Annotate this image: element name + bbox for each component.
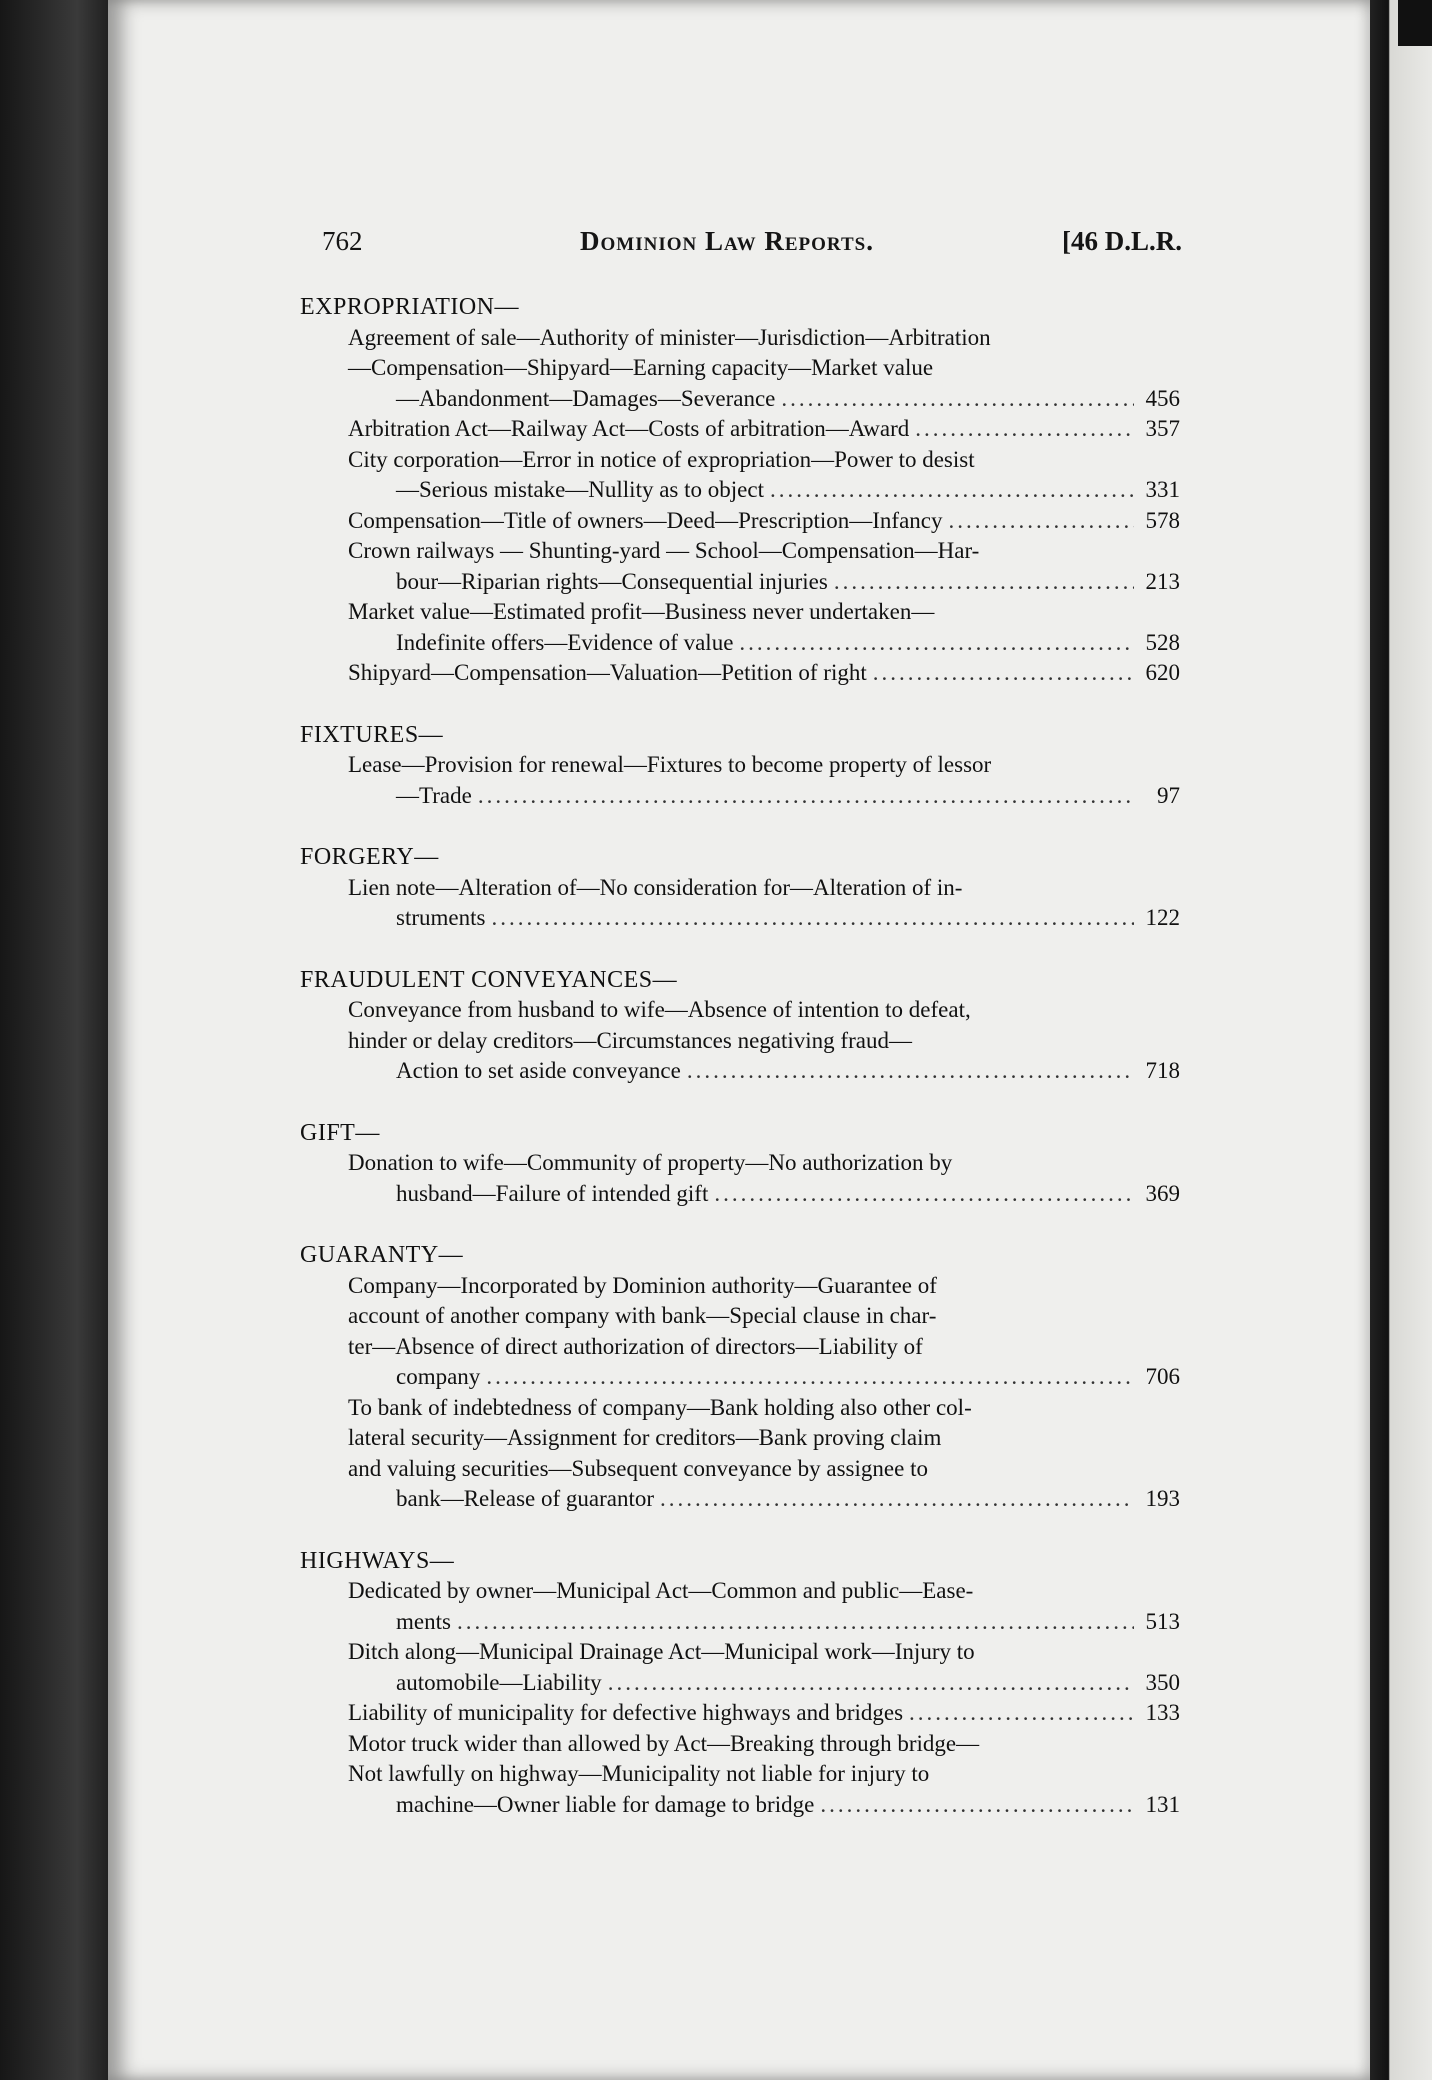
- entry-text: Action to set aside conveyance: [396, 1058, 681, 1083]
- entry-text: —Trade: [396, 782, 472, 808]
- page-reference: 213: [1145, 568, 1180, 594]
- page-reference: 193: [1145, 1486, 1180, 1511]
- index-entry: [300, 1637, 1180, 1698]
- running-title: Dominion Law Reports.: [580, 226, 874, 256]
- entry-line: ter—Absence of direct authorization of directors—Liability of: [348, 1333, 923, 1359]
- index-entry: [300, 445, 1180, 506]
- entry-final-line: [396, 781, 1180, 812]
- entry-text: struments: [396, 905, 486, 930]
- leader-dots: [714, 1179, 1134, 1210]
- index-content: [300, 292, 1180, 1851]
- entry-line: Ditch along—Municipal Drainage Act—Municipal work—Injury to: [348, 1639, 975, 1664]
- entry-final-line: [396, 1362, 1180, 1393]
- entry-text: Indefinite offers—Evidence of value: [396, 629, 734, 655]
- index-entry: [300, 414, 1180, 445]
- running-header: [322, 226, 1182, 262]
- entry-line: —Compensation—Shipyard—Earning capacity—Market value: [348, 355, 934, 380]
- entry-line: Motor truck wider than allowed by Act—Breaking through bridge—: [348, 1730, 980, 1756]
- entry-line: Not lawfully on highway—Municipality not liable for injury to: [348, 1761, 930, 1786]
- entry-text: ments: [396, 1608, 451, 1634]
- entry-final-line: [396, 475, 1180, 506]
- index-entry: [300, 506, 1180, 537]
- entry-final-line: [348, 414, 1180, 445]
- index-entry: [300, 1393, 1180, 1515]
- section-heading: FIXTURES—: [300, 721, 444, 748]
- entry-line: City corporation—Error in notice of expropriation—Power to desist: [348, 446, 975, 472]
- index-entry: [300, 536, 1180, 597]
- entry-line: Company—Incorporated by Dominion authority—Guarantee of: [348, 1272, 937, 1298]
- page-reference: 706: [1145, 1364, 1180, 1389]
- page-reference: 331: [1145, 477, 1180, 502]
- index-entry: [300, 323, 1180, 415]
- index-entry: [300, 658, 1180, 689]
- page-reference: 122: [1145, 905, 1180, 930]
- leader-dots: [739, 628, 1134, 659]
- page-reference: 620: [1145, 660, 1180, 685]
- entry-line: Market value—Estimated profit—Business never undertaken—: [348, 599, 935, 624]
- entry-final-line: [396, 1790, 1180, 1821]
- leader-dots: [491, 903, 1134, 934]
- index-section: [300, 1546, 1180, 1821]
- leader-dots: [909, 1698, 1134, 1729]
- entry-final-line: [396, 1668, 1180, 1699]
- page-reference: 369: [1145, 1180, 1180, 1206]
- index-entry: [300, 1271, 1180, 1393]
- leader-dots: [820, 1790, 1134, 1821]
- entry-final-line: [396, 567, 1180, 598]
- leader-dots: [915, 414, 1134, 445]
- next-page-edge: [1370, 0, 1432, 2080]
- entry-text: machine—Owner liable for damage to bridge: [396, 1791, 815, 1817]
- entry-line: Dedicated by owner—Municipal Act—Common and public—Ease-: [348, 1578, 974, 1603]
- leader-dots: [687, 1056, 1134, 1087]
- index-section: [300, 965, 1180, 1087]
- index-entry: [300, 1698, 1180, 1729]
- page-reference: 97: [1157, 782, 1180, 808]
- entry-text: automobile—Liability: [396, 1669, 602, 1695]
- entry-text: —Serious mistake—Nullity as to object: [396, 477, 764, 502]
- page-reference: 357: [1145, 416, 1180, 441]
- entry-text: Liability of municipality for defective highways and bridges: [348, 1700, 904, 1725]
- entry-text: Compensation—Title of owners—Deed—Prescription—Infancy: [348, 507, 943, 533]
- entry-line: and valuing securities—Subsequent conveyance by assignee to: [348, 1455, 928, 1481]
- entry-final-line: [396, 1179, 1180, 1210]
- index-entry: [300, 1576, 1180, 1637]
- leader-dots: [781, 384, 1134, 415]
- entry-line: Crown railways — Shunting-yard — School—Compensation—Har-: [348, 538, 980, 563]
- section-heading: EXPROPRIATION—: [300, 294, 520, 320]
- section-heading: FORGERY—: [300, 844, 439, 870]
- entry-line: Lien note—Alteration of—No consideration for—Alteration of in-: [348, 874, 963, 900]
- index-entry: [300, 597, 1180, 658]
- section-heading: GIFT—: [300, 1119, 380, 1146]
- page-reference: 718: [1145, 1058, 1180, 1083]
- book-binding-shadow: [0, 0, 110, 2080]
- index-entry: [300, 1148, 1180, 1209]
- entry-final-line: [396, 1056, 1180, 1087]
- section-heading: FRAUDULENT CONVEYANCES—: [300, 966, 678, 993]
- entry-final-line: [396, 903, 1180, 934]
- index-section: [300, 842, 1180, 934]
- entry-line: hinder or delay creditors—Circumstances negativing fraud—: [348, 1027, 912, 1053]
- entry-final-line: [396, 1484, 1180, 1515]
- entry-text: Arbitration Act—Railway Act—Costs of arbitration—Award: [348, 416, 910, 441]
- page-number: 762: [322, 226, 363, 256]
- index-entry: [300, 1729, 1180, 1821]
- page-reference: 578: [1145, 507, 1180, 533]
- page-reference: 131: [1145, 1791, 1180, 1817]
- scan-corner: [1398, 0, 1432, 46]
- page-reference: 513: [1145, 1608, 1180, 1634]
- section-heading: HIGHWAYS—: [300, 1547, 455, 1574]
- entry-final-line: [396, 384, 1180, 415]
- entry-text: —Abandonment—Damages—Severance: [396, 385, 776, 411]
- entry-line: account of another company with bank—Special clause in char-: [348, 1303, 937, 1328]
- entry-text: bank—Release of guarantor: [396, 1486, 655, 1511]
- entry-line: To bank of indebtedness of company—Bank holding also other col-: [348, 1394, 972, 1420]
- entry-final-line: [348, 658, 1180, 689]
- entry-final-line: [396, 628, 1180, 659]
- volume-reference: [46 D.L.R.: [1062, 226, 1182, 256]
- leader-dots: [478, 781, 1134, 812]
- index-section: [300, 1240, 1180, 1515]
- entry-line: Conveyance from husband to wife—Absence of intention to defeat,: [348, 997, 971, 1022]
- entry-text: husband—Failure of intended gift: [396, 1180, 709, 1206]
- index-section: [300, 292, 1180, 689]
- leader-dots: [486, 1362, 1134, 1393]
- index-entry: [300, 873, 1180, 934]
- index-entry: [300, 750, 1180, 811]
- leader-dots: [608, 1668, 1134, 1699]
- entry-line: Donation to wife—Community of property—No authorization by: [348, 1150, 953, 1175]
- entry-text: bour—Riparian rights—Consequential injuries: [396, 568, 828, 594]
- entry-final-line: [396, 1607, 1180, 1638]
- page-reference: 133: [1145, 1700, 1180, 1725]
- page-reference: 528: [1145, 629, 1180, 655]
- leader-dots: [873, 658, 1134, 689]
- leader-dots: [770, 475, 1134, 506]
- entry-text: company: [396, 1364, 481, 1389]
- leader-dots: [949, 506, 1135, 537]
- entry-line: Agreement of sale—Authority of minister—Jurisdiction—Arbitration: [348, 324, 991, 350]
- entry-text: Shipyard—Compensation—Valuation—Petition of right: [348, 660, 867, 685]
- leader-dots: [834, 567, 1134, 598]
- index-entry: [300, 995, 1180, 1087]
- leader-dots: [660, 1484, 1134, 1515]
- section-heading: GUARANTY—: [300, 1242, 464, 1268]
- entry-final-line: [348, 506, 1180, 537]
- page-reference: 350: [1145, 1669, 1180, 1695]
- entry-line: lateral security—Assignment for creditors—Bank proving claim: [348, 1425, 942, 1450]
- leader-dots: [457, 1607, 1134, 1638]
- page-reference: 456: [1145, 385, 1180, 411]
- entry-line: Lease—Provision for renewal—Fixtures to become property of lessor: [348, 752, 992, 777]
- index-section: [300, 720, 1180, 812]
- index-section: [300, 1118, 1180, 1210]
- entry-final-line: [348, 1698, 1180, 1729]
